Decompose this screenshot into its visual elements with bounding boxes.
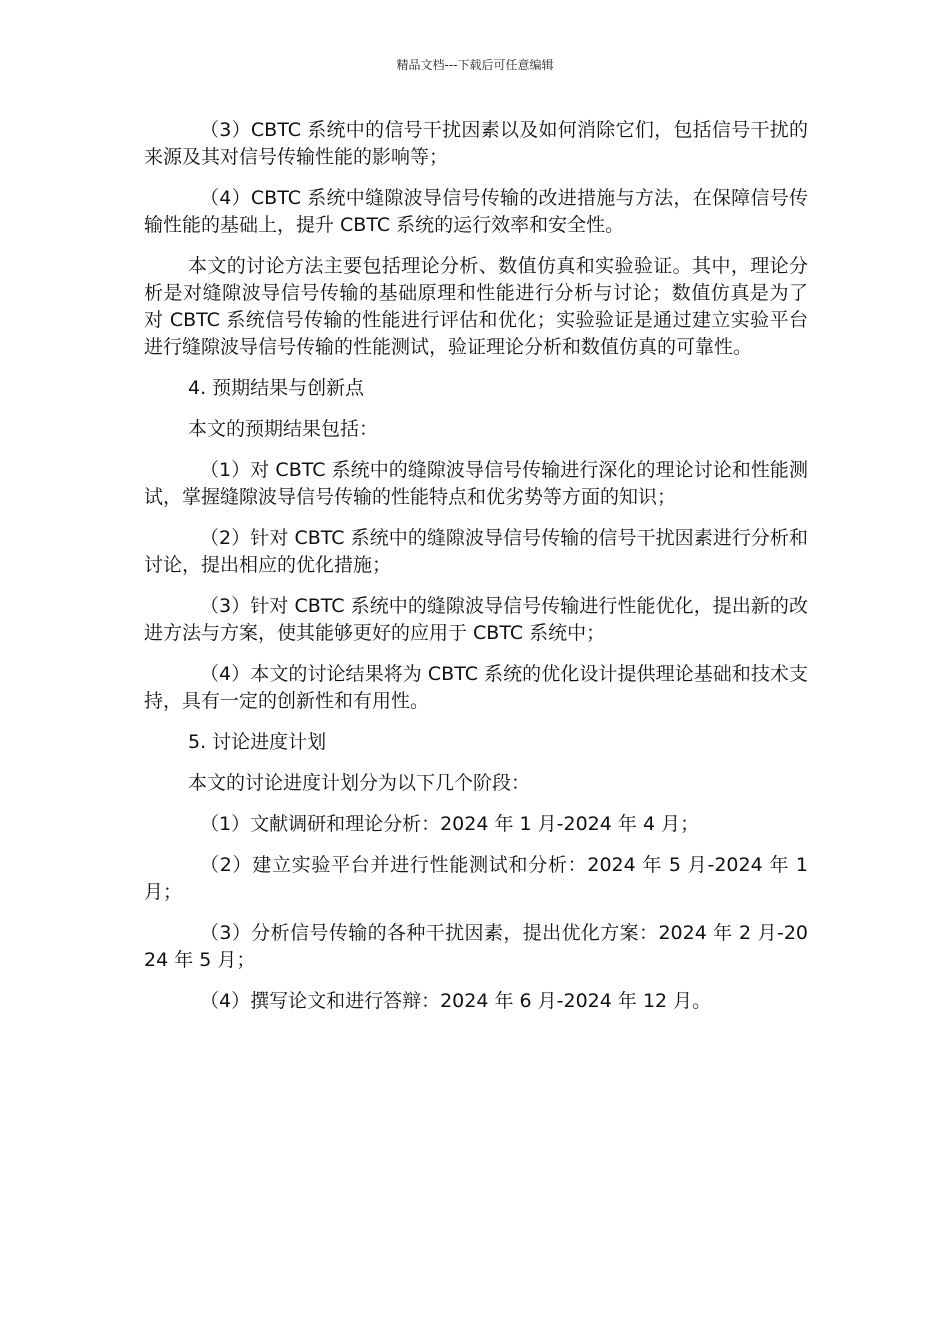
list-item-result-3: （3）针对 CBTC 系统中的缝隙波导信号传输进行性能优化，提出新的改进方法与方案，使其能够更好的应用于 CBTC 系统中； [144, 595, 808, 644]
expected-results-intro: 本文的预期结果包括： [188, 418, 379, 440]
section-heading-schedule: 5. 讨论进度计划 [188, 731, 327, 753]
document-body [144, 117, 808, 1029]
list-item-schedule-3: （3）分析信号传输的各种干扰因素，提出优化方案：2024 年 2 月-2024 年 5 月； [144, 922, 808, 971]
list-item-challenge-3: （3）CBTC 系统中的信号干扰因素以及如何消除它们，包括信号干扰的来源及其对信号传输性能的影响等； [144, 119, 808, 168]
list-item-result-4: （4）本文的讨论结果将为 CBTC 系统的优化设计提供理论基础和技术支持，具有一定的创新性和有用性。 [144, 663, 808, 712]
page-header: 精品文档---下载后可任意编辑 [396, 58, 554, 72]
section-heading-expected-results: 4. 预期结果与创新点 [188, 377, 365, 399]
list-item-challenge-4: （4）CBTC 系统中缝隙波导信号传输的改进措施与方法，在保障信号传输性能的基础上，提升 CBTC 系统的运行效率和安全性。 [144, 187, 808, 236]
list-item-result-2: （2）针对 CBTC 系统中的缝隙波导信号传输的信号干扰因素进行分析和讨论，提出相应的优化措施； [144, 527, 808, 576]
list-item-schedule-1: （1）文献调研和理论分析：2024 年 1 月-2024 年 4 月； [200, 813, 700, 835]
list-item-schedule-2: （2）建立实验平台并进行性能测试和分析：2024 年 5 月-2024 年 1 月； [144, 854, 808, 903]
schedule-intro: 本文的讨论进度计划分为以下几个阶段： [188, 772, 531, 794]
list-item-result-1: （1）对 CBTC 系统中的缝隙波导信号传输进行深化的理论讨论和性能测试，掌握缝隙波导信号传输的性能特点和优劣势等方面的知识； [144, 459, 808, 508]
list-item-schedule-4: （4）撰写论文和进行答辩：2024 年 6 月-2024 年 12 月。 [200, 990, 712, 1012]
methods-paragraph: 本文的讨论方法主要包括理论分析、数值仿真和实验验证。其中，理论分析是对缝隙波导信号传输的基础原理和性能进行分析与讨论；数值仿真是为了对 CBTC 系统信号传输的性能进行评估和优化；实验验证是通过建立实验平台进行缝隙波导信号传输的性能测试，验证理论分析和数值仿真的可靠性。 [144, 255, 808, 358]
